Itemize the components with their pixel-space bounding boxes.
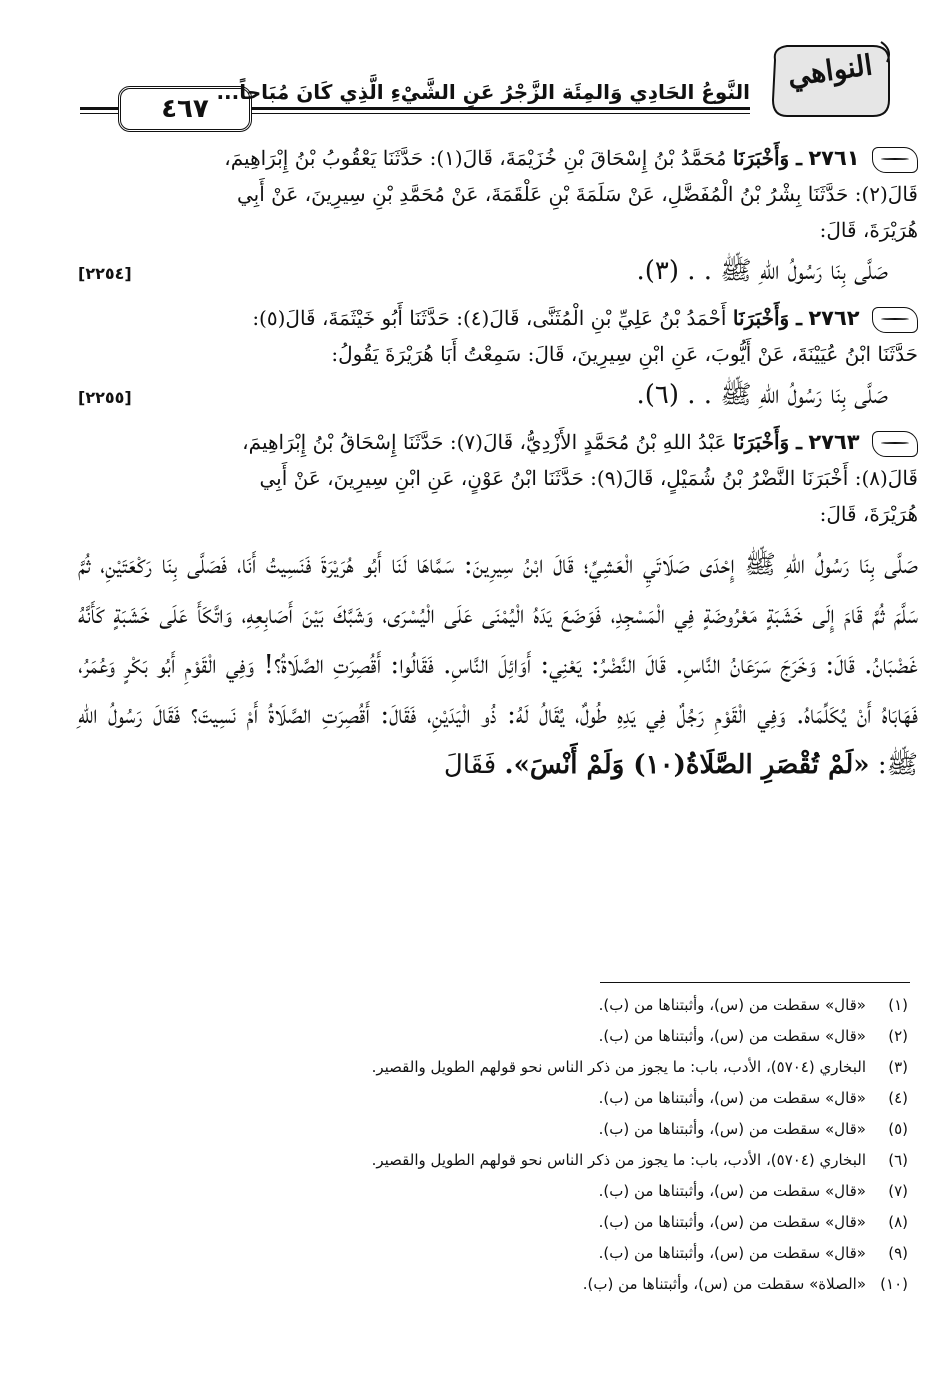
isnad-line: عَبْدُ اللهِ بْنُ مُحَمَّدٍ الأَزْدِيُّ، قَالَ(٧): حَدَّثَنَا إِسْحَاقُ بْنُ إِبْرَاهِيمَ، (242, 430, 727, 454)
matn-body: صَلَّى بِنَا رَسُولُ اللهِ ﷺ إِحْدَى صَلَاتَيِ الْعَشِيِّ؛ قَالَ ابْنُ سِيرِينَ: سَمَّاهَا لَنَا أَبُو هُرَيْرَةَ فَنَسِيتُ أَنَا، فَصَلَّى بِنَا رَكْعَتَيْنِ، ثُمَّ سَلَّمَ ثُمَّ قَامَ إِلَى خَشَبَةٍ مَعْرُوضَةٍ فِي الْمَسْجِدِ، فَوَضَعَ يَدَهُ الْيُمْنَى عَلَى الْيُسْرَى، وَشَبَّكَ بَيْنَ أَصَابِعِهِ، وَاتَّكَأَ عَلَى خَشَبَةٍ كَأَنَّهُ غَضْبَانُ. قَالَ: وَخَرَجَ سَرَعَانُ النَّاسِ. قَالَ النَّضْرُ: يَعْنِي: أَوَائِلَ النَّاسِ. فَقَالُوا: أَقُصِرَتِ الصَّلَاةُ؟! وَفِي الْقَوْمِ أَبُو بَكْرٍ وَعُمَرُ، فَهَابَاهُ أَنْ يُكَلِّمَاهُ. وَفِي الْقَوْمِ رَجُلٌ فِي يَدِهِ طُولٌ، يُقَالُ لَهُ: ذُو الْيَدَيْنِ، فَقَالَ: أَقُصِرَتِ الصَّلَاةُ أَمْ نَسِيتَ؟ فَقَالَ رَسُولُ اللهِ ﷺ: (78, 550, 918, 780)
hadith-marker-icon (872, 307, 918, 333)
footnotes (48, 990, 908, 1300)
isnad-line: أَحْمَدُ بْنُ عَلِيِّ بْنِ الْمُثَنَّى، قَالَ(٤): حَدَّثَنَا أَبُو خَيْثَمَةَ، قَالَ(٥): (252, 306, 727, 330)
isnad-line: قَالَ(٨): أَخْبَرَنَا النَّضْرُ بْنُ شُمَيْلٍ، قَالَ(٩): حَدَّثَنَا ابْنُ عَوْنٍ، عَنِ ابْنِ سِيرِينَ، عَنْ أَبِي (259, 466, 918, 490)
hadith-lead: ـ وَأَخْبَرَنَا (732, 430, 802, 454)
footnote: (٤)«قال» سقطت من (س)، وأثبتناها من (ب). (598, 1089, 908, 1107)
hadith-2763 (78, 424, 918, 532)
hadith-first-line (78, 300, 918, 336)
hadith-marker-icon (872, 147, 918, 173)
footnote: (٧)«قال» سقطت من (س)، وأثبتناها من (ب). (598, 1182, 908, 1200)
book-badge (765, 40, 895, 122)
footnote: (٥)«قال» سقطت من (س)، وأثبتناها من (ب). (598, 1120, 908, 1138)
hadith-marker-icon (872, 431, 918, 457)
hadith-lead: ـ وَأَخْبَرَنَا (732, 146, 802, 170)
page-header (60, 40, 900, 130)
long-matn (78, 540, 918, 790)
page-number: ٤٦٧ (118, 86, 252, 132)
footnote: (٣)البخاري (٥٧٠٤)، الأدب، باب: ما يجوز من ذكر الناس نحو قولهم الطويل والقصير. (371, 1058, 908, 1076)
isnad-line: قَالَ(٢): حَدَّثَنَا بِشْرُ بْنُ الْمُفَضَّلِ، عَنْ سَلَمَةَ بْنِ عَلْقَمَةَ، عَنْ مُحَمَّدِ بْنِ سِيرِينَ، عَنْ أَبِي (236, 182, 918, 206)
prophetic-quote: «لَمْ تُقْصَرِ الصَّلَاةُ(١٠) وَلَمْ أَنْسَ». (504, 750, 870, 780)
footnote: (١)«قال» سقطت من (س)، وأثبتناها من (ب). (598, 996, 908, 1014)
isnad-line: مُحَمَّدُ بْنُ إِسْحَاقَ بْنِ خُزَيْمَةَ، قَالَ(١): حَدَّثَنَا يَعْقُوبُ بْنُ إِبْرَاهِيمَ، (224, 146, 727, 170)
matn-row (78, 248, 918, 294)
hadith-number: ٢٧٦٣ (808, 430, 860, 454)
footnote: (٢)«قال» سقطت من (س)، وأثبتناها من (ب). (598, 1027, 908, 1045)
badge-label: النواهي (785, 48, 875, 93)
hadith-first-line (78, 140, 918, 176)
matn-text: صَلَّى بِنَا رَسُولُ اللهِ ﷺ . . (٦). (636, 380, 888, 410)
running-title: النَّوعُ الحَادِي وَالمِئَة الزَّجْرُ عَنِ الشَّيْءِ الَّذِي كَانَ مُبَاحاً... (216, 80, 750, 104)
main-content (78, 140, 918, 790)
footnote: (٨)«قال» سقطت من (س)، وأثبتناها من (ب). (598, 1213, 908, 1231)
cross-reference: [٢٢٥٥] (78, 388, 132, 407)
matn-continuation: فَقَالَ (443, 750, 497, 780)
footnote: (٩)«قال» سقطت من (س)، وأثبتناها من (ب). (598, 1244, 908, 1262)
isnad-line: هُرَيْرَةَ، قَالَ: (819, 218, 918, 242)
footnote-rule (600, 982, 910, 983)
hadith-lead: ـ وَأَخْبَرَنَا (732, 306, 802, 330)
hadith-2762 (78, 300, 918, 418)
isnad-line: حَدَّثَنَا ابْنُ عُيَيْنَةَ، عَنْ أَيُّوبَ، عَنِ ابْنِ سِيرِينَ، قَالَ: سَمِعْتُ أَبَا هُرَيْرَةَ يَقُولُ: (331, 342, 918, 366)
matn-text: صَلَّى بِنَا رَسُولُ اللهِ ﷺ . . (٣). (636, 256, 888, 286)
matn-row (78, 372, 918, 418)
isnad-line: هُرَيْرَةَ، قَالَ: (819, 502, 918, 526)
hadith-2761 (78, 140, 918, 294)
cross-reference: [٢٢٥٤] (78, 264, 132, 283)
hadith-number: ٢٧٦٢ (808, 306, 860, 330)
hadith-number: ٢٧٦١ (808, 146, 860, 170)
footnote: (٦)البخاري (٥٧٠٤)، الأدب، باب: ما يجوز من ذكر الناس نحو قولهم الطويل والقصير. (371, 1151, 908, 1169)
footnote: (١٠)«الصلاة» سقطت من (س)، وأثبتناها من (ب). (582, 1275, 908, 1293)
hadith-first-line (78, 424, 918, 460)
